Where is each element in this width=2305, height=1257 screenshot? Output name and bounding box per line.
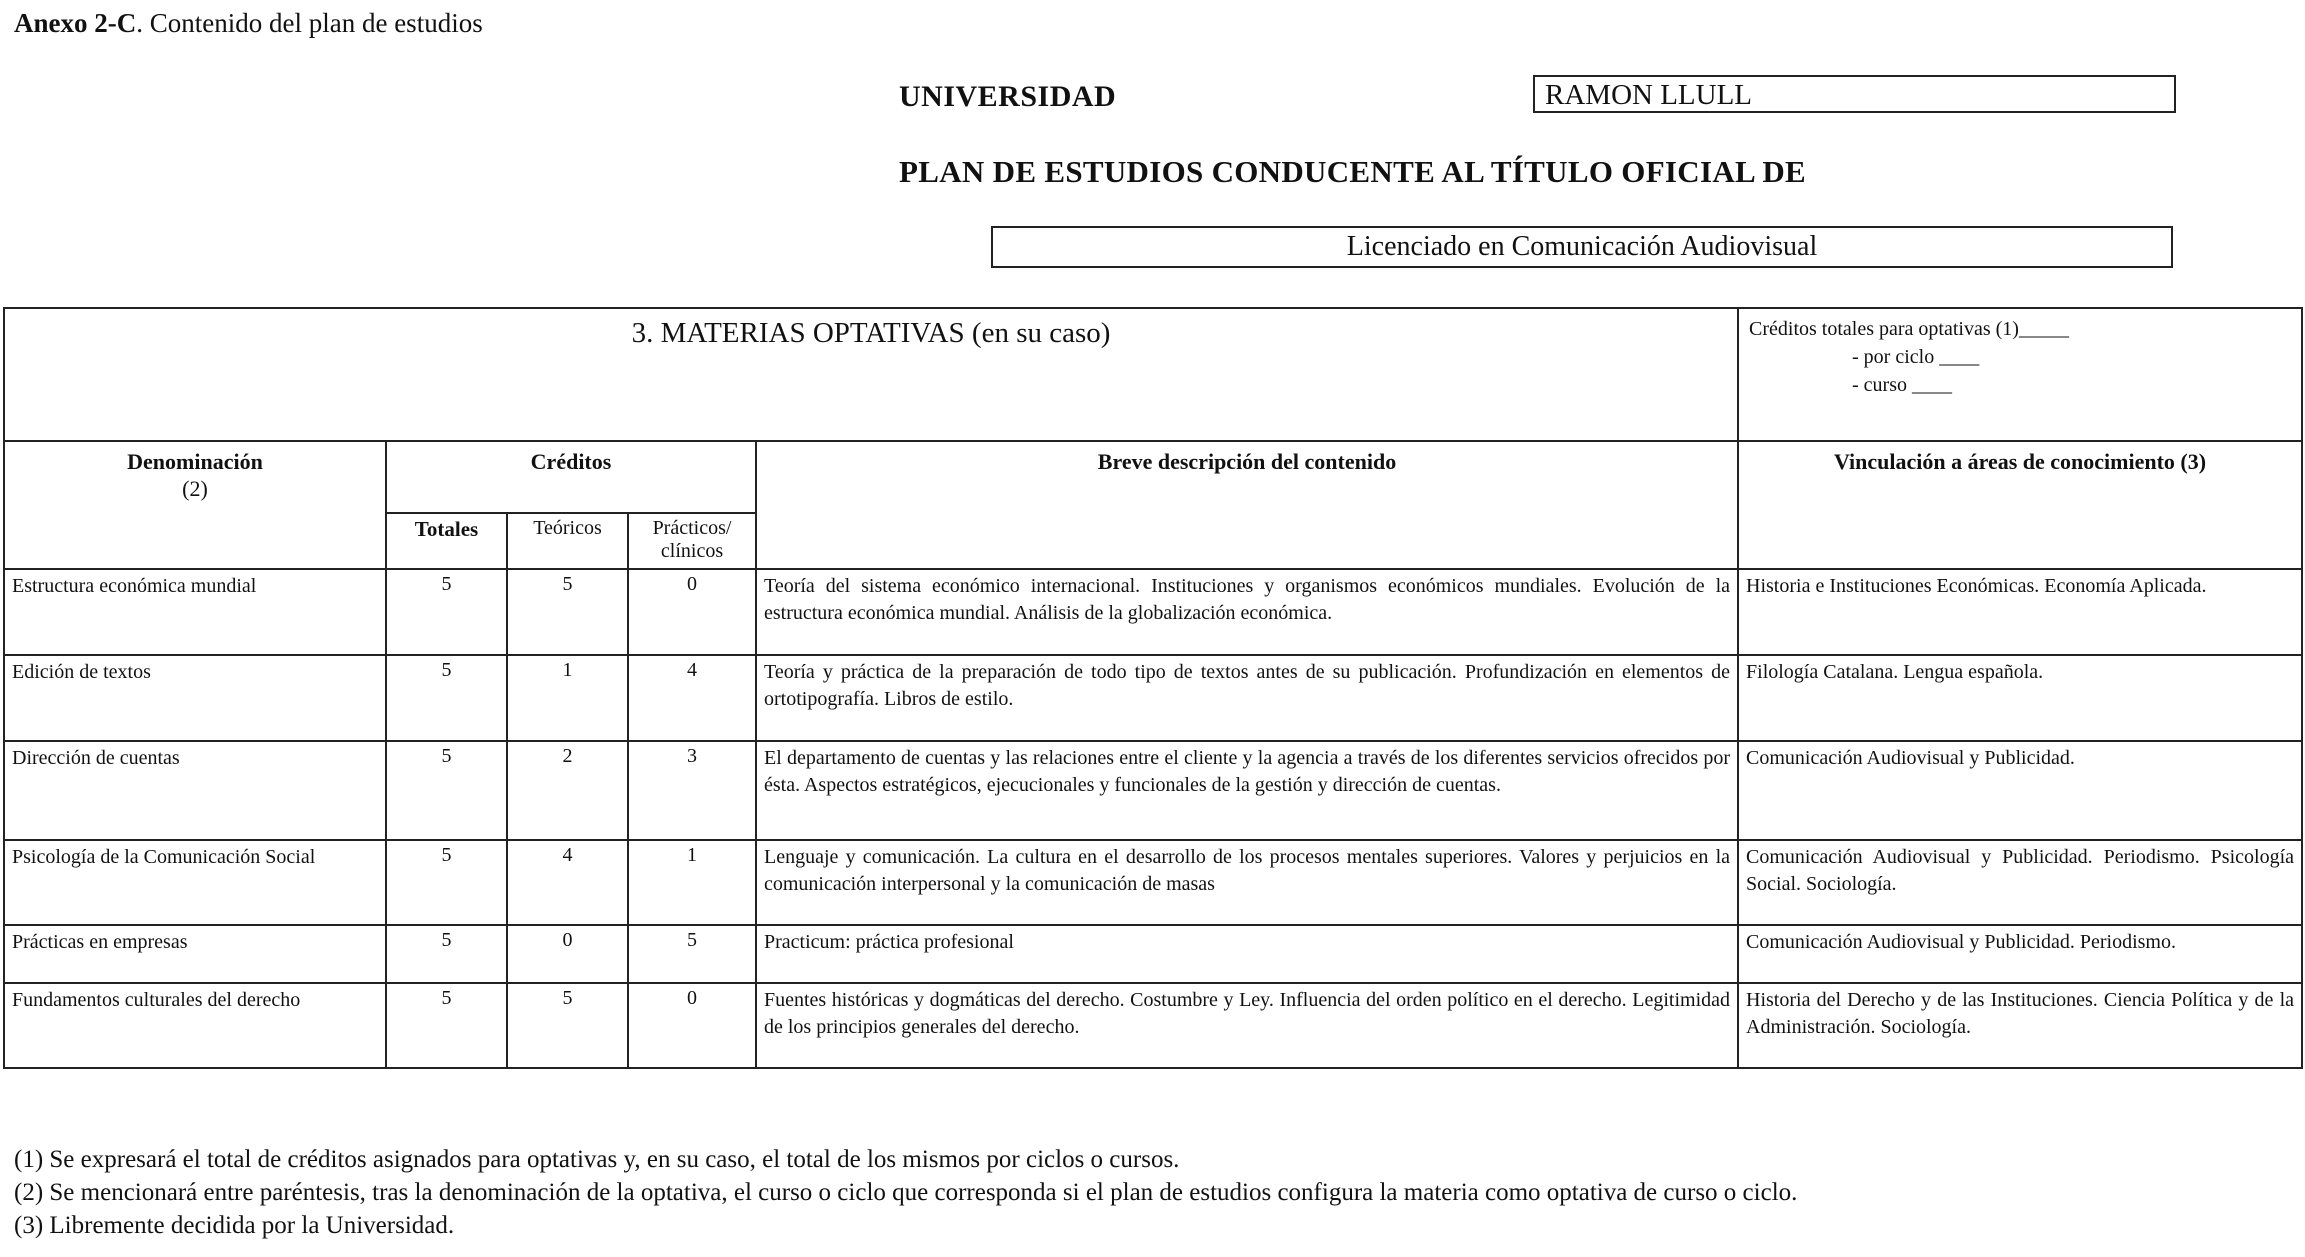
university-name-field: RAMON LLULL — [1533, 75, 2176, 113]
header-total: Totales — [386, 513, 507, 569]
table-row — [4, 840, 2302, 925]
footnote-1: (1) Se expresará el total de créditos asignados para optativas y, en su caso, el total de los mismos por ciclos o cursos. — [14, 1146, 1180, 1173]
header-practice: Prácticos/ clínicos — [628, 513, 756, 569]
subject-areas: Comunicación Audiovisual y Publicidad. Periodismo. — [1738, 925, 2302, 983]
degree-field: Licenciado en Comunicación Audiovisual — [991, 226, 2173, 268]
header-credits: Créditos — [386, 441, 756, 513]
plan-title: PLAN DE ESTUDIOS CONDUCENTE AL TÍTULO OFICIAL DE — [899, 154, 1807, 189]
header-name — [4, 441, 386, 569]
subject-areas: Filología Catalana. Lengua española. — [1738, 655, 2302, 741]
credits-theory: 5 — [507, 569, 628, 655]
footnotes — [14, 1143, 1797, 1242]
annex-title: . Contenido del plan de estudios — [136, 8, 483, 38]
credits-total: 5 — [386, 925, 507, 983]
table-row — [4, 569, 2302, 655]
credits-theory: 2 — [507, 741, 628, 840]
table-row — [4, 655, 2302, 741]
header-description: Breve descripción del contenido — [756, 441, 1738, 569]
optional-credits-total: Créditos totales para optativas (1)_____ — [1749, 318, 2069, 340]
header-name-note: (2) — [182, 476, 208, 501]
credits-practice: 0 — [628, 569, 756, 655]
credits-theory: 1 — [507, 655, 628, 741]
annex-number: Anexo 2-C — [14, 8, 137, 38]
optional-credits-course: - curso ____ — [1852, 374, 1952, 396]
table-row — [4, 741, 2302, 840]
header-theory: Teóricos — [507, 513, 628, 569]
annex-heading — [14, 8, 483, 39]
subject-areas: Comunicación Audiovisual y Publicidad. Periodismo. Psicología Social. Sociología. — [1738, 840, 2302, 925]
subject-name: Fundamentos culturales del derecho — [4, 983, 386, 1068]
table-row — [4, 983, 2302, 1068]
optional-credits-box — [1738, 308, 2302, 441]
credits-theory: 4 — [507, 840, 628, 925]
footnote-2: (2) Se mencionará entre paréntesis, tras la denominación de la optativa, el curso o ciclo que corresponda si el plan de estudios configura la materia como optativa de curso o ciclo. — [14, 1179, 1798, 1206]
credits-total: 5 — [386, 569, 507, 655]
subject-areas: Historia del Derecho y de las Instituciones. Ciencia Política y de la Administración. Sociología. — [1738, 983, 2302, 1068]
subject-name: Estructura económica mundial — [4, 569, 386, 655]
subject-areas: Comunicación Audiovisual y Publicidad. — [1738, 741, 2302, 840]
credits-total: 5 — [386, 655, 507, 741]
subject-name: Dirección de cuentas — [4, 741, 386, 840]
subject-name: Prácticas en empresas — [4, 925, 386, 983]
subject-description: El departamento de cuentas y las relaciones entre el cliente y la agencia a través de los diferentes servicios ofrecidos por ésta. Aspectos estratégicos, ejecucionales y funcionales de la gestión y dirección de cuentas. — [756, 741, 1738, 840]
optional-credits-cycle: - por ciclo ____ — [1852, 346, 1980, 368]
credits-practice: 1 — [628, 840, 756, 925]
subject-description: Fuentes históricas y dogmáticas del derecho. Costumbre y Ley. Influencia del orden político en el derecho. Legitimidad de los principios generales del derecho. — [756, 983, 1738, 1068]
credits-total: 5 — [386, 983, 507, 1068]
footnote-3: (3) Libremente decidida por la Universidad. — [14, 1212, 455, 1239]
credits-total: 5 — [386, 840, 507, 925]
credits-practice: 4 — [628, 655, 756, 741]
subject-name: Psicología de la Comunicación Social — [4, 840, 386, 925]
credits-total: 5 — [386, 741, 507, 840]
credits-theory: 0 — [507, 925, 628, 983]
credits-theory: 5 — [507, 983, 628, 1068]
credits-practice: 3 — [628, 741, 756, 840]
subject-areas: Historia e Instituciones Económicas. Economía Aplicada. — [1738, 569, 2302, 655]
optional-subjects-table — [3, 307, 2303, 1069]
table-row — [4, 925, 2302, 983]
subject-description: Teoría y práctica de la preparación de todo tipo de textos antes de su publicación. Profundización en elementos de ortotipografía. Libros de estilo. — [756, 655, 1738, 741]
subject-description: Teoría del sistema económico internacional. Instituciones y organismos económicos mundiales. Evolución de la estructura económica mundial. Análisis de la globalización económica. — [756, 569, 1738, 655]
subject-name: Edición de textos — [4, 655, 386, 741]
section-title: 3. MATERIAS OPTATIVAS (en su caso) — [4, 308, 1738, 441]
header-name-label: Denominación — [127, 449, 263, 474]
subject-description: Practicum: práctica profesional — [756, 925, 1738, 983]
header-areas: Vinculación a áreas de conocimiento (3) — [1738, 441, 2302, 569]
credits-practice: 0 — [628, 983, 756, 1068]
subject-description: Lenguaje y comunicación. La cultura en el desarrollo de los procesos mentales superiores. Valores y perjuicios en la comunicación interpersonal y la comunicación de masas — [756, 840, 1738, 925]
university-label: UNIVERSIDAD — [899, 80, 1117, 113]
credits-practice: 5 — [628, 925, 756, 983]
